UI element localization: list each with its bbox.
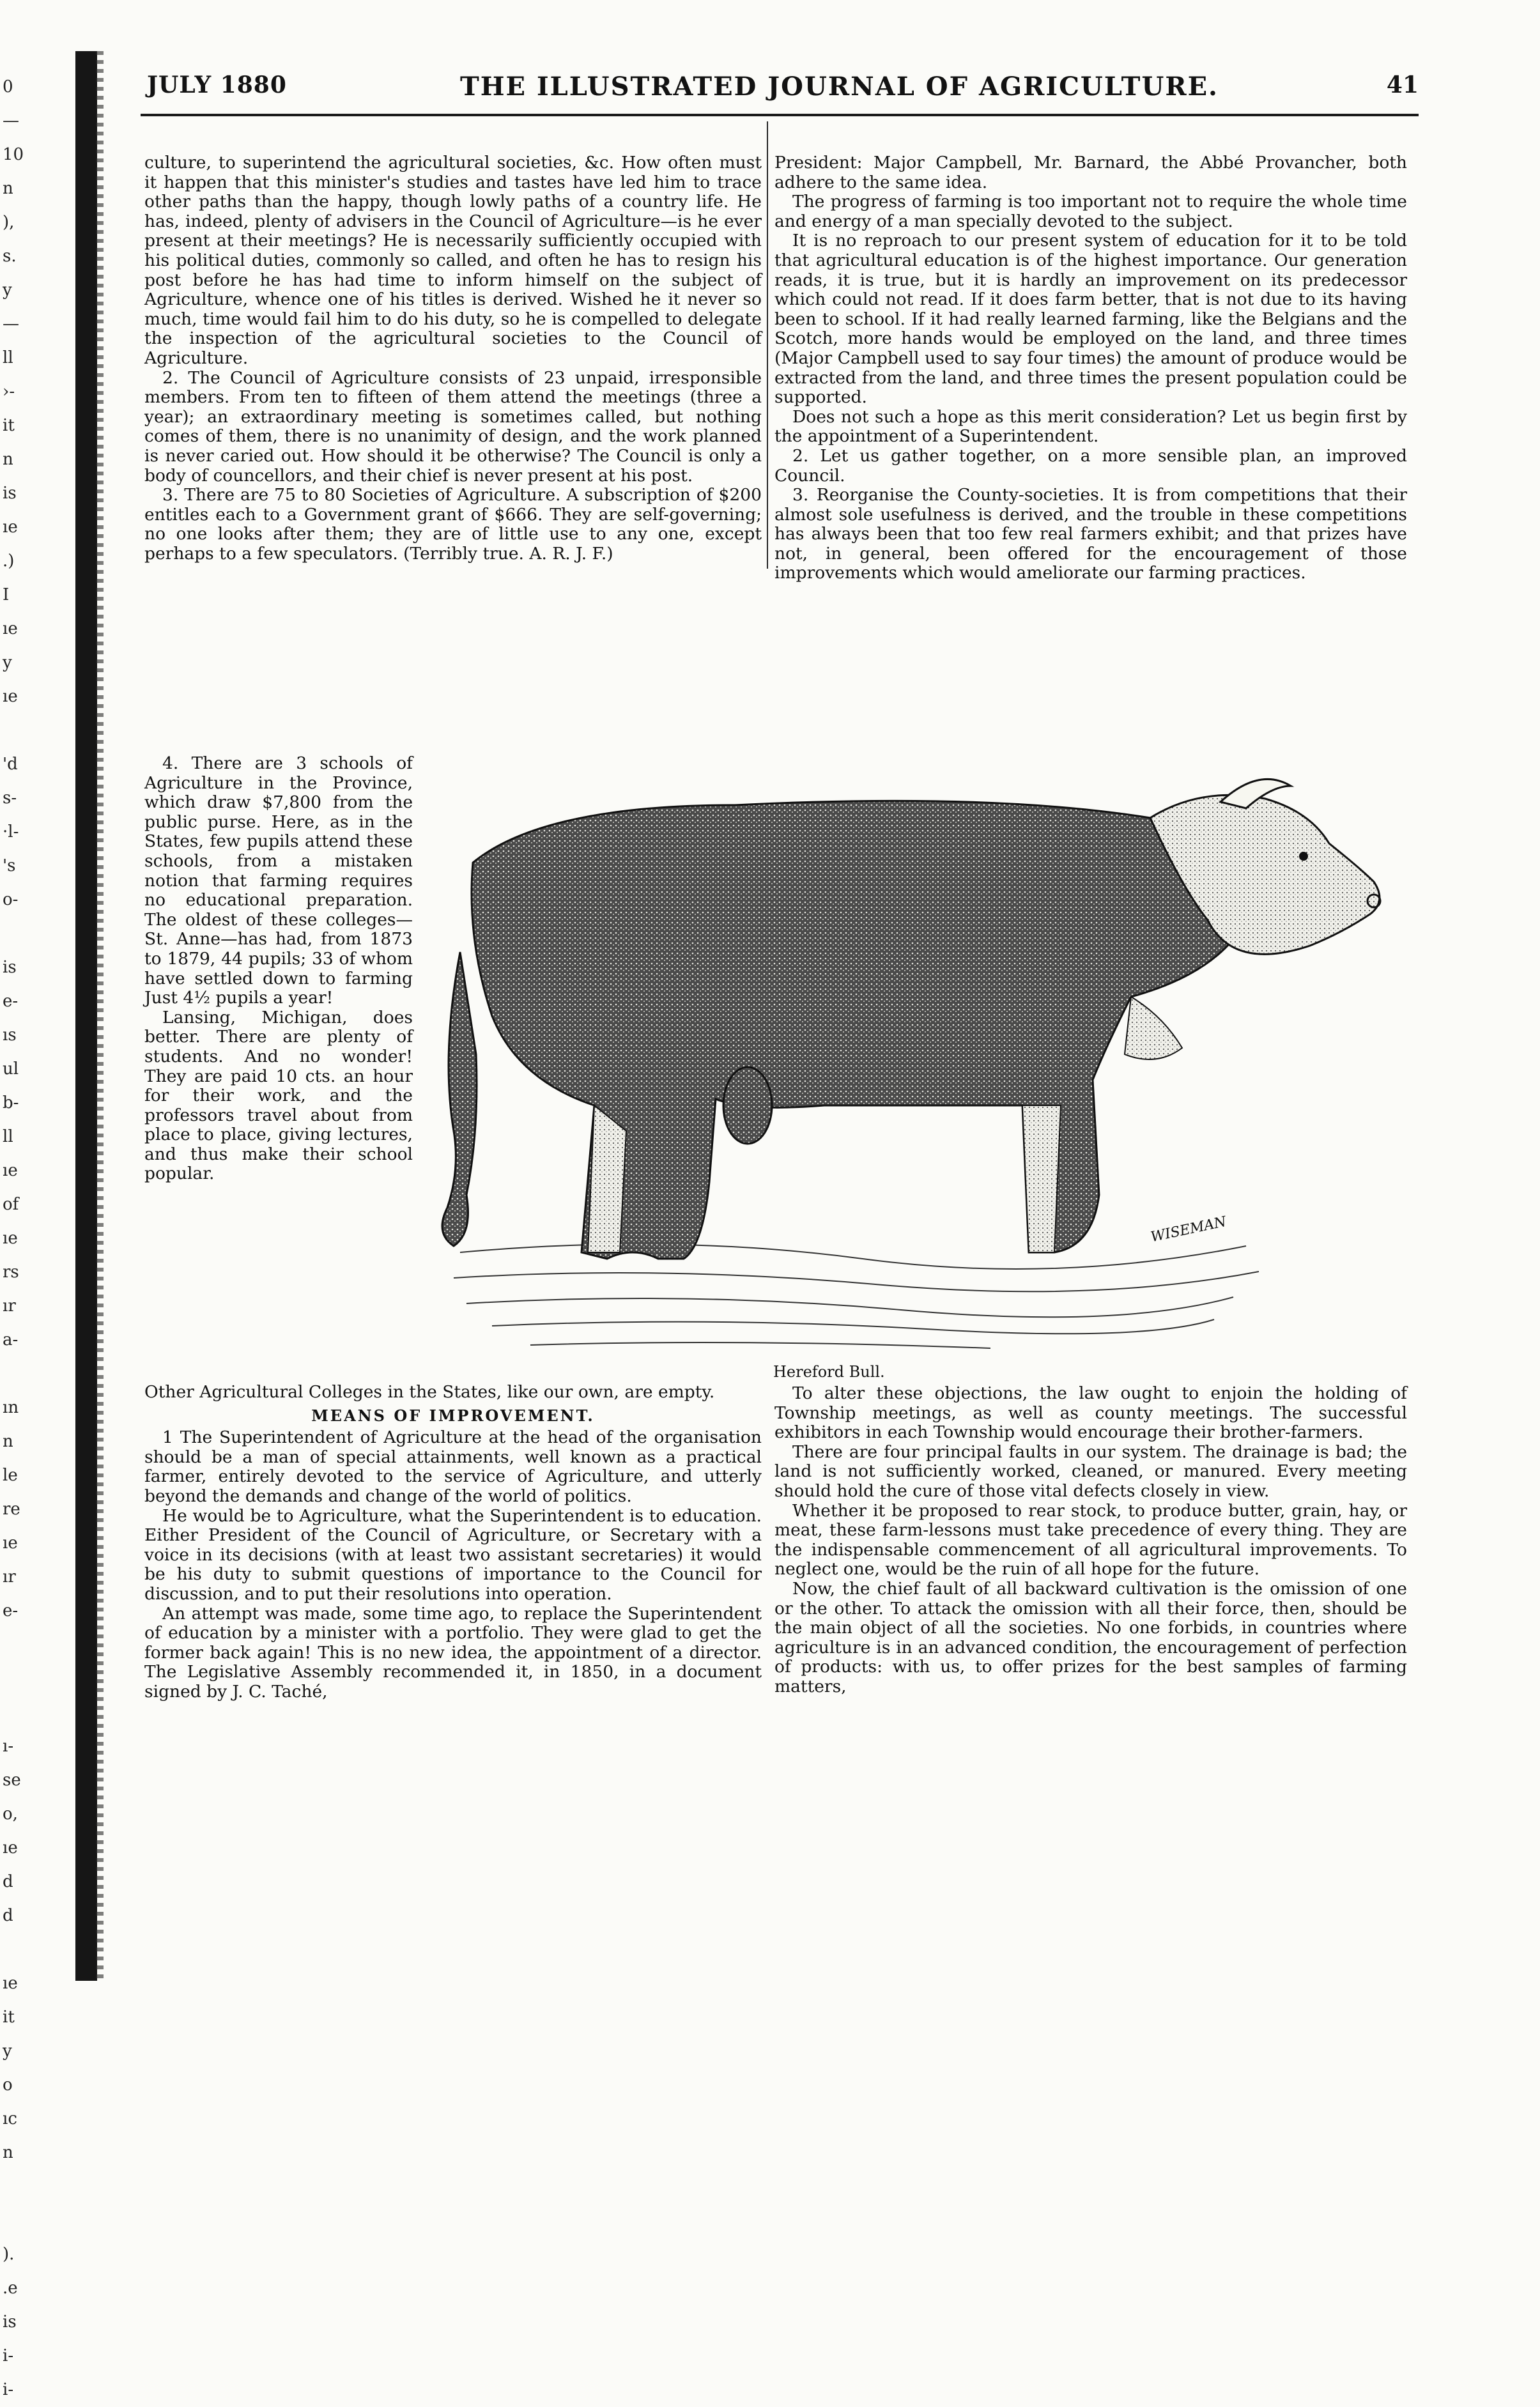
margin-fragment	[3, 2204, 41, 2238]
margin-fragment: ll	[3, 1127, 13, 1146]
paragraph: 4. There are 3 schools of Agriculture in the Province, which draw $7,800 from the public purse. Here, as in the States, few pupils attend these schools, from a mistaken notion that farming requires no educational preparation. The oldest of these colleges—St. Anne—has had, from 1873 to 1879, 44 pupils; 33 of whom have settled down to farming Just 4½ pupils a year!	[144, 753, 413, 1008]
margin-fragment: ıe	[3, 1534, 18, 1553]
paragraph: 1 The Superintendent of Agriculture at the head of the organisation should be a man of special attainments, well known as a practical farmer, entirely devoted to the service of Agriculture, and utterly beyond the demands and change of the world of politics.	[144, 1427, 762, 1506]
margin-fragment: ıe	[3, 619, 18, 638]
paragraph: Whether it be proposed to rear stock, to produce butter, grain, hay, or meat, these farm-lessons must take precedence of every thing. They are the indispensable commencement of all agricultural improvements. To neglect one, would be the ruin of all hope for the future.	[774, 1500, 1407, 1580]
margin-fragment: re	[3, 1500, 20, 1519]
margin-fragment: ır	[3, 1567, 16, 1587]
paragraph: Now, the chief fault of all backward cultivation is the omission of one or the other. To attack the omission with all their force, then, should be the main object of all the societies. No one forbids, in countries where agriculture is in an advanced condition, the encouragement of perfection of products: with us, to offer prizes for the best samples of farming matters,	[774, 1578, 1407, 1696]
margin-fragment	[3, 1662, 41, 1696]
margin-fragment	[3, 2170, 41, 2204]
margin-fragment: n	[3, 450, 13, 469]
paragraph: Lansing, Michigan, does better. There are plenty of students. And no wonder! They are paid 10 cts. an hour for their work, and the professors travel about from place to place, giving lectures, and thus make their school popular.	[144, 1007, 413, 1184]
margin-fragment: ll	[3, 348, 13, 367]
margin-fragment	[3, 917, 41, 951]
margin-fragment: y	[3, 2042, 12, 2061]
margin-fragment	[3, 1696, 41, 1730]
margin-fragment: y	[3, 653, 12, 672]
margin-fragment: o,	[3, 1804, 18, 1824]
margin-fragment: —	[3, 111, 19, 130]
column-1-top	[144, 153, 762, 564]
paragraph: 2. Let us gather together, on a more sensible plan, an improved Council.	[774, 445, 1407, 486]
margin-fragment	[3, 714, 41, 748]
margin-fragment: ıe	[3, 687, 18, 706]
margin-fragment: le	[3, 1466, 18, 1485]
paragraph: Does not such a hope as this merit consideration? Let us begin first by the appointment of a Superintendent.	[774, 406, 1407, 447]
facing-page-fragments	[3, 70, 41, 2407]
margin-fragment: e-	[3, 1601, 19, 1620]
hereford-bull-illustration	[415, 748, 1412, 1361]
margin-fragment: rs	[3, 1263, 19, 1282]
engraver-signature: WISEMAN	[1149, 1213, 1228, 1246]
margin-fragment: ıc	[3, 2109, 17, 2128]
margin-fragment: ır	[3, 1296, 16, 1316]
margin-fragment: ıe	[3, 518, 18, 537]
margin-fragment: d	[3, 1906, 13, 1925]
margin-fragment: 10	[3, 145, 24, 164]
spine-edge	[96, 51, 104, 1981]
margin-fragment: e-	[3, 992, 19, 1011]
column-1-narrow	[144, 754, 413, 1184]
paragraph: To alter these objections, the law ought to enjoin the holding of Township meetings, as well as county meetings. The successful exhibitors in each Township would encourage their brother-farmers.	[774, 1383, 1407, 1443]
paragraph: It is no reproach to our present system of education for it to be told that agricultural education is of the highest importance. Our generation reads, it is true, but it is hardly an improvement on its predecessor which could not read. If it does farm better, that is not due to its having been to school. If it had really learned farming, like the Belgians and the Scotch, more hands would be employed on the land, and three times (Major Campbell used to say four times) the amount of produce would be extracted from the land, and three times the present population could be supported.	[774, 231, 1407, 408]
margin-fragment: I	[3, 585, 10, 604]
margin-fragment: n	[3, 1432, 13, 1451]
margin-fragment: is	[3, 2312, 17, 2332]
column-2-bottom	[774, 1384, 1407, 1697]
margin-fragment: n	[3, 2143, 13, 2162]
paragraph: President: Major Campbell, Mr. Barnard, the Abbé Provancher, both adhere to the same idea.	[774, 153, 1407, 192]
margin-fragment: 0	[3, 77, 13, 96]
ground-hatching	[454, 1244, 1259, 1348]
margin-fragment: 'd	[3, 755, 18, 774]
paragraph: culture, to superintend the agricultural societies, &c. How often must it happen that this minister's studies and tastes have led him to trace other paths than the happy, though lowly paths of a country life. He has, indeed, plenty of advisers in the Council of Agriculture—is he ever present at their meetings? He is necessarily sufficiently occupied with his political duties, commonly so called, and often he has to resign his post before he has had time to inform himself on the subject of Agriculture, whence one of his titles is derived. Wished he it never so much, time would fail him to do his duty, so he is compelled to delegate the inspection of the agricultural societies to the Council of Agriculture.	[144, 153, 762, 368]
paragraph: 3. Reorganise the County-societies. It is from competitions that their almost sole usefulness is derived, and the trouble in these competitions has always been that too few real farmers exhibit; and that prizes have not, in general, been offered for the encouragement of those improvements which would ameliorate our farming practices.	[774, 485, 1407, 583]
margin-fragment: of	[3, 1195, 19, 1214]
margin-fragment: —	[3, 314, 19, 334]
margin-fragment: i-	[3, 2380, 14, 2399]
journal-title: THE ILLUSTRATED JOURNAL OF AGRICULTURE.	[460, 72, 1219, 102]
margin-fragment: b-	[3, 1093, 19, 1112]
column-divider	[767, 121, 768, 569]
margin-fragment: ul	[3, 1059, 19, 1079]
margin-fragment: y	[3, 281, 12, 300]
margin-fragment: s-	[3, 788, 17, 808]
margin-fragment: ·l-	[3, 822, 19, 842]
margin-fragment: ›-	[3, 382, 15, 401]
margin-fragment: ıe	[3, 1161, 18, 1180]
paragraph: There are four principal faults in our system. The drainage is bad; the land is not sufficiently worked, cleaned, or manured. Every meeting should hold the cure of those vital defects closely in view.	[774, 1442, 1407, 1501]
margin-fragment: is	[3, 958, 17, 977]
margin-fragment: d	[3, 1872, 13, 1891]
margin-fragment	[3, 1628, 41, 1662]
margin-fragment: ı-	[3, 1737, 14, 1756]
margin-fragment: se	[3, 1771, 21, 1790]
paragraph: Other Agricultural Colleges in the States, like our own, are empty.	[144, 1382, 715, 1402]
margin-fragment: 's	[3, 856, 16, 875]
paragraph: An attempt was made, some time ago, to replace the Superintendent of education by a minister with a portfolio. They were glad to get the former back again! This is no new idea, the appointment of a director. The Legislative Assembly recommended it, in 1850, in a document signed by J. C. Taché,	[144, 1603, 762, 1702]
book-spine-shadow	[75, 51, 97, 1981]
issue-date: JULY 1880	[147, 72, 287, 98]
margin-fragment: .)	[3, 551, 15, 571]
header-rule	[141, 114, 1419, 116]
margin-fragment: ın	[3, 1398, 19, 1417]
paragraph: The progress of farming is too important not to require the whole time and energy of a man specially devoted to the subject.	[774, 192, 1407, 231]
margin-fragment: ıe	[3, 1229, 18, 1248]
page-header	[141, 72, 1419, 110]
section-heading: MEANS OF IMPROVEMENT.	[311, 1406, 595, 1425]
illustration-caption: Hereford Bull.	[773, 1363, 885, 1381]
margin-fragment: o	[3, 2075, 13, 2095]
margin-fragment: ıs	[3, 1026, 17, 1045]
margin-fragment	[3, 1933, 41, 1967]
margin-fragment: it	[3, 416, 15, 435]
page-number: 41	[1386, 72, 1419, 98]
paragraph: 3. There are 75 to 80 Societies of Agriculture. A subscription of $200 entitles each to a Government grant of $666. They are self-governing; no one looks after them; they are of little use to any one, except perhaps to a few speculators. (Terribly true. A. R. J. F.)	[144, 485, 762, 564]
column-1-bottom	[144, 1383, 762, 1702]
margin-fragment: n	[3, 179, 13, 198]
margin-fragment: ).	[3, 2245, 15, 2264]
margin-fragment: o-	[3, 890, 19, 909]
margin-fragment: .e	[3, 2279, 18, 2298]
margin-fragment: it	[3, 2008, 15, 2027]
margin-fragment: ıe	[3, 1974, 18, 1993]
column-2-top	[774, 153, 1407, 583]
paragraph: He would be to Agriculture, what the Superintendent is to education. Either President of the Council of Agriculture, or Secretary with a voice in its decisions (with at least two assistant secretaries) it would be his duty to submit questions of importance to the Council for discussion, and to put their resolutions into operation.	[144, 1505, 762, 1604]
margin-fragment: a-	[3, 1330, 19, 1350]
margin-fragment: is	[3, 484, 17, 503]
margin-fragment: s.	[3, 247, 17, 266]
margin-fragment: i-	[3, 2346, 14, 2365]
paragraph: 2. The Council of Agriculture consists of 23 unpaid, irresponsible members. From ten to fifteen of them attend the meetings (three a year); an extraordinary meeting is sometimes called, but nothing comes of them, there is no unanimity of design, and the work planned is never caried out. How should it be otherwise? The Council is only a body of councellors, and their chief is never present at his post.	[144, 367, 762, 486]
margin-fragment: ıe	[3, 1838, 18, 1857]
margin-fragment: ),	[3, 213, 15, 232]
margin-fragment	[3, 1357, 41, 1391]
